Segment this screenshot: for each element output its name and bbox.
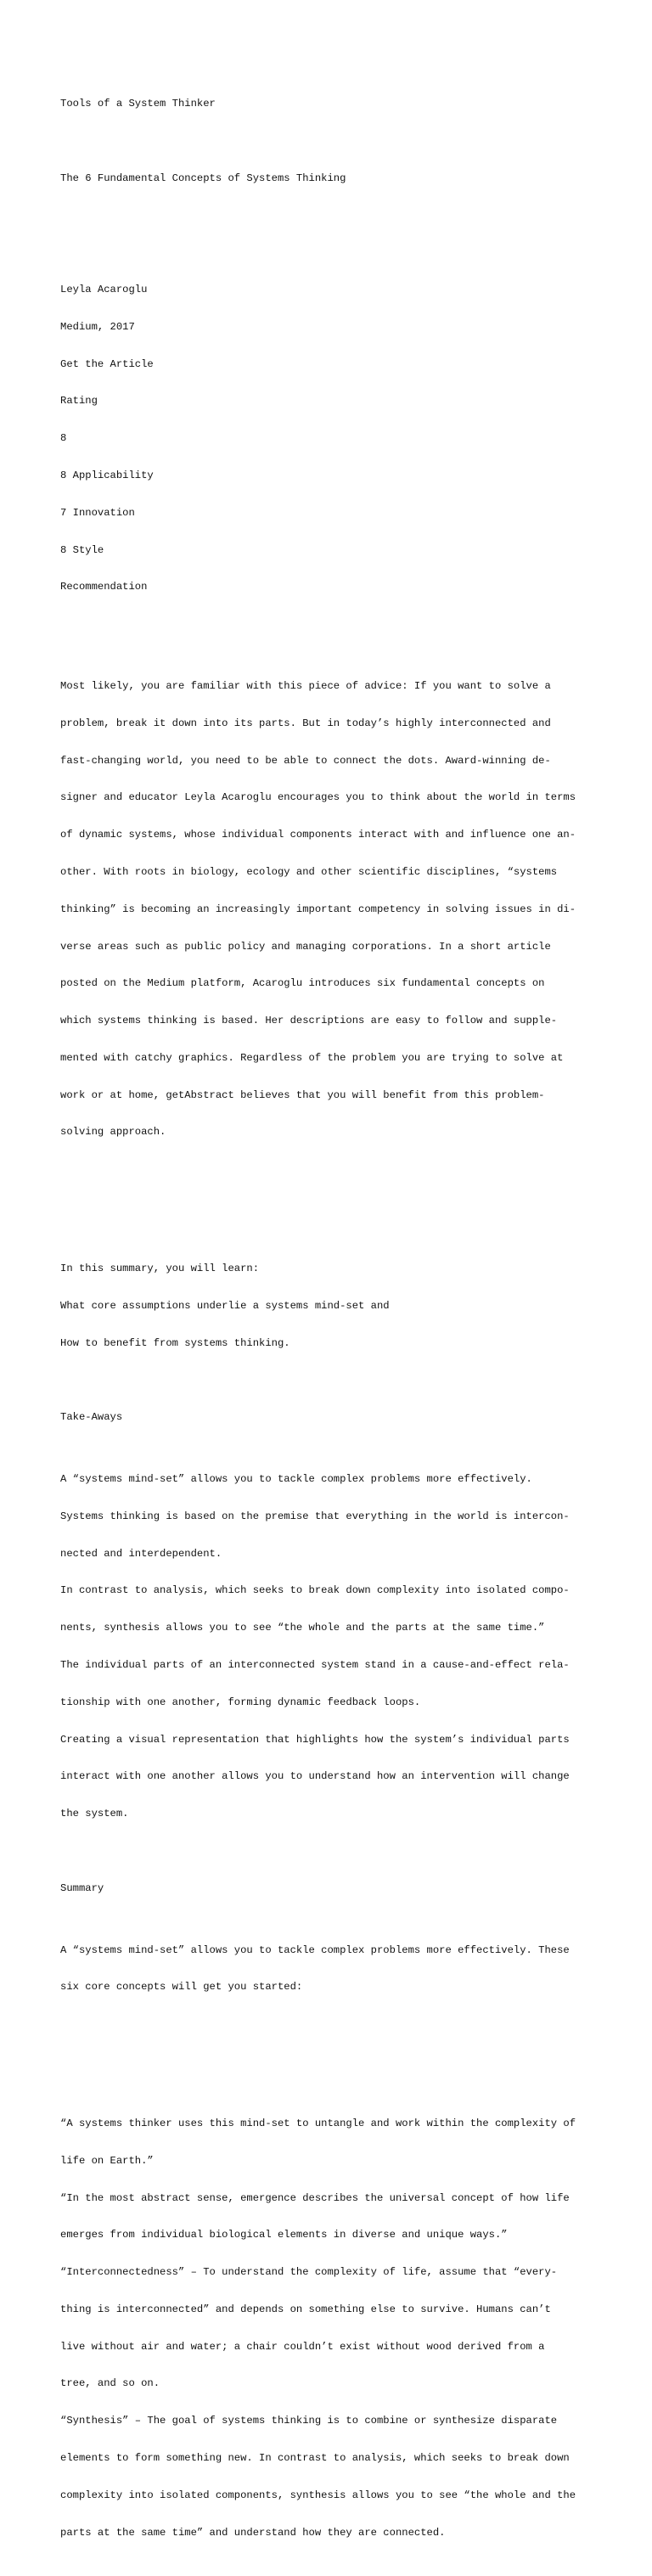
takeaways-list [60, 1448, 621, 1845]
text-line: complexity into isolated components, synthesis allows you to see “the whole and the [60, 2489, 576, 2501]
source: Medium, 2017 [60, 320, 135, 333]
spacer [60, 210, 621, 222]
text-line: live without air and water; a chair couldn’t exist without wood derived from a [60, 2340, 545, 2353]
text-line: “Synthesis” – The goal of systems thinking is to combine or synthesize disparate [60, 2415, 558, 2427]
learn-item: How to benefit from systems thinking. [60, 1336, 290, 1349]
meta-block [60, 259, 621, 618]
text-line: A “systems mind-set” allows you to tackle complex problems more effectively. These [60, 1943, 570, 1956]
text-line: problem, break it down into its parts. But in today’s highly interconnected and [60, 717, 551, 729]
doc-title: Tools of a System Thinker [60, 98, 216, 110]
innovation-rating: 7 Innovation [60, 506, 135, 519]
text-line: parts at the same time” and understand how they are connected. [60, 2526, 446, 2539]
document-page [60, 73, 621, 2576]
text-line: thing is interconnected” and depends on something else to survive. Humans can’t [60, 2303, 551, 2315]
author: Leyla Acaroglu [60, 284, 148, 296]
text-line: which systems thinking is based. Her descriptions are easy to follow and supple- [60, 1015, 558, 1027]
rating-label: Rating [60, 395, 98, 408]
text-line: verse areas such as public policy and managing corporations. In a short article [60, 940, 551, 953]
text-line: fast-changing world, you need to be able to connect the dots. Award-winning de- [60, 754, 551, 767]
summary-body [60, 2093, 621, 2564]
text-line: emerges from individual biological elements in diverse and unique ways.” [60, 2229, 508, 2241]
takeaway-line: the system. [60, 1808, 129, 1820]
learn-heading: In this summary, you will learn: [60, 1263, 260, 1274]
takeaway-line: In contrast to analysis, which seeks to break down complexity into isolated compo- [60, 1584, 570, 1597]
style-rating: 8 Style [60, 543, 104, 556]
takeaway-line: Systems thinking is based on the premise that everything in the world is intercon- [60, 1510, 570, 1522]
text-line: elements to form something new. In contrast to analysis, which seeks to break down [60, 2452, 570, 2464]
text-line: six core concepts will get you started: [60, 1981, 303, 1994]
takeaway-line: nents, synthesis allows you to see “the whole and the parts at the same time.” [60, 1622, 545, 1634]
text-line: life on Earth.” [60, 2154, 154, 2167]
spacer [60, 2043, 621, 2056]
text-line: solving approach. [60, 1126, 166, 1139]
spacer [60, 135, 621, 148]
recommendation-paragraph [60, 655, 621, 1163]
summary-heading: Summary [60, 1881, 104, 1894]
learn-list [60, 1238, 621, 1375]
text-line: “Interconnectedness” – To understand the complexity of life, assume that “every- [60, 2266, 558, 2279]
takeaways-heading: Take-Aways [60, 1411, 123, 1424]
spacer [60, 1188, 621, 1201]
text-line: tree, and so on. [60, 2377, 160, 2390]
takeaway-line: interact with one another allows you to understand how an intervention will change [60, 1770, 570, 1783]
text-line: of dynamic systems, whose individual components interact with and influence one an- [60, 829, 576, 841]
text-line: “A systems thinker uses this mind-set to untangle and work within the complexity of [60, 2117, 576, 2129]
recommendation-heading: Recommendation [60, 581, 148, 593]
text-line: work or at home, getAbstract believes that you will benefit from this problem- [60, 1088, 545, 1101]
takeaway-line: The individual parts of an interconnected system stand in a cause-and-effect rela- [60, 1659, 570, 1671]
text-line: thinking” is becoming an increasingly important competency in solving issues in di- [60, 903, 576, 915]
summary-intro [60, 1919, 621, 2018]
takeaway-line: A “systems mind-set” allows you to tackle complex problems more effectively. [60, 1473, 532, 1486]
get-article-link[interactable]: Get the Article [60, 357, 154, 370]
takeaway-line: tionship with one another, forming dynamic feedback loops. [60, 1696, 421, 1708]
text-line: Most likely, you are familiar with this piece of advice: If you want to solve a [60, 680, 551, 693]
text-line: posted on the Medium platform, Acaroglu introduces six fundamental concepts on [60, 977, 545, 990]
takeaway-line: nected and interdependent. [60, 1547, 222, 1560]
takeaway-line: Creating a visual representation that highlights how the system’s individual parts [60, 1733, 570, 1746]
learn-item: What core assumptions underlie a systems mind-set and [60, 1299, 390, 1312]
rating-value: 8 [60, 432, 67, 445]
text-line: signer and educator Leyla Acaroglu encourages you to think about the world in terms [60, 791, 576, 804]
text-line: other. With roots in biology, ecology and other scientific disciplines, “systems [60, 866, 558, 878]
applicability-rating: 8 Applicability [60, 470, 154, 481]
text-line: mented with catchy graphics. Regardless of the problem you are trying to solve at [60, 1051, 564, 1064]
doc-subtitle: The 6 Fundamental Concepts of Systems Thinking [60, 172, 346, 184]
text-line: “In the most abstract sense, emergence describes the universal concept of how life [60, 2191, 570, 2204]
